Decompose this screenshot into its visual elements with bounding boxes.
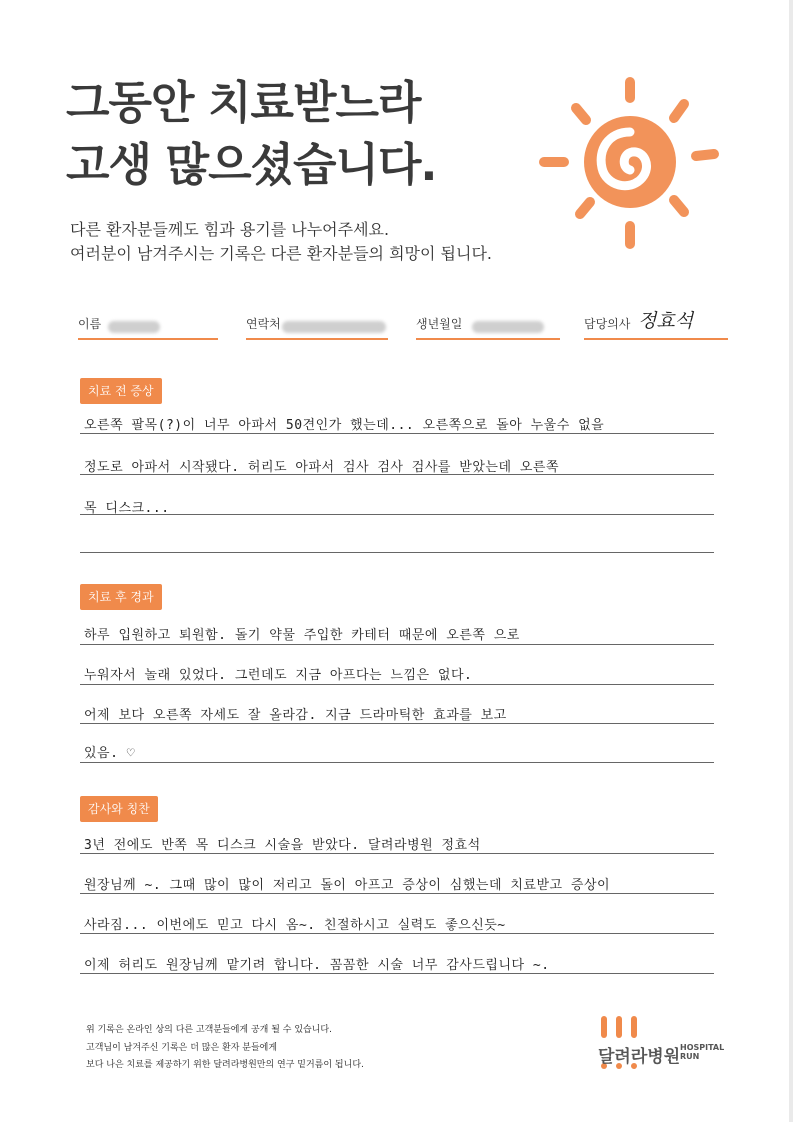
subtitle-line-2: 여러분이 남겨주시는 기록은 다른 환자분들의 희망이 됩니다. <box>70 244 493 263</box>
birth-label: 생년월일 <box>416 317 463 331</box>
contact-value-redacted <box>282 319 386 333</box>
hospital-logo <box>598 1014 728 1074</box>
logo-en-line-1: HOSPITAL <box>680 1043 725 1052</box>
name-field[interactable] <box>78 306 218 340</box>
footer-note-3: 보다 나은 치료를 제공하기 위한 달려라병원만의 연구 밑거름이 됩니다. <box>86 1060 364 1070</box>
contact-label: 연락처 <box>246 317 281 331</box>
after-line-4: 있음. ♡ <box>84 746 136 761</box>
subtitle <box>70 218 492 266</box>
thanks-rule-2 <box>80 893 714 894</box>
after-line-2: 누워자서 놀래 있었다. 그런데도 지금 아프다는 느낌은 없다. <box>84 668 473 683</box>
contact-field[interactable] <box>246 306 388 340</box>
thanks-line-4: 이제 허리도 원장님께 맡기려 합니다. 꼼꼼한 시술 너무 감사드립니다 ~. <box>84 958 550 973</box>
headline-line-2: 고생 많으셨습니다. <box>66 138 437 191</box>
thanks-rule-1 <box>80 853 714 854</box>
doctor-value: 정효석 <box>638 310 694 332</box>
section-label-after: 치료 후 경과 <box>80 584 162 610</box>
birth-value-redacted <box>472 319 544 333</box>
before-line-2: 정도로 아파서 시작됐다. 허리도 아파서 검사 검사 검사를 받았는데 오른쪽 <box>84 460 560 475</box>
logo-name: 달려라병원 <box>598 1047 681 1067</box>
after-rule-3 <box>80 723 714 724</box>
section-label-thanks: 감사와 칭찬 <box>80 796 158 822</box>
subtitle-line-1: 다른 환자분들께도 힘과 용기를 나누어주세요. <box>70 220 390 239</box>
thanks-line-3: 사라짐... 이번에도 믿고 다시 옴~. 친절하시고 실력도 좋으신듯~ <box>84 918 506 933</box>
name-label: 이름 <box>78 317 102 331</box>
doctor-label: 담당의사 <box>584 317 631 331</box>
logo-en-line-2: RUN <box>680 1052 700 1061</box>
thanks-rule-4 <box>80 973 714 974</box>
before-rule-1 <box>80 433 714 434</box>
before-rule-4 <box>80 552 714 553</box>
birth-field[interactable] <box>416 306 560 340</box>
doctor-field[interactable] <box>584 306 728 340</box>
before-line-3: 목 디스크... <box>84 501 170 516</box>
before-rule-2 <box>80 474 714 475</box>
after-line-3: 어제 보다 오른쪽 자세도 잘 올라감. 지금 드라마틱한 효과를 보고 <box>84 708 507 723</box>
section-label-before: 치료 전 증상 <box>80 378 162 404</box>
after-rule-2 <box>80 684 714 685</box>
footer-note-2: 고객님이 남겨주신 기록은 더 많은 환자 분들에게 <box>86 1043 278 1053</box>
after-line-1: 하루 입원하고 퇴원함. 돌기 약물 주입한 카테터 때문에 오른쪽 으로 <box>84 628 520 643</box>
thanks-rule-3 <box>80 933 714 934</box>
headline <box>66 72 437 196</box>
headline-line-1: 그동안 치료받느라 <box>66 76 421 129</box>
before-line-1: 오른쪽 팔목(?)이 너무 아파서 50견인가 했는데... 오른쪽으로 돌아 누울수 없을 <box>84 418 605 433</box>
after-rule-4 <box>80 762 714 763</box>
footer-note-1: 위 기록은 온라인 상의 다른 고객분들에게 공개 될 수 있습니다. <box>86 1025 332 1035</box>
scan-edge <box>789 0 793 1122</box>
name-value-redacted <box>108 319 160 333</box>
thanks-line-1: 3년 전에도 반쪽 목 디스크 시술을 받았다. 달려라병원 정효석 <box>84 838 481 853</box>
thanks-line-2: 원장님께 ~. 그때 많이 많이 저리고 돌이 아프고 증상이 심했는데 치료받고 증상이 <box>84 878 611 893</box>
sun-icon <box>538 74 722 254</box>
logo-en <box>680 1043 724 1061</box>
before-rule-3 <box>80 514 714 515</box>
after-rule-1 <box>80 644 714 645</box>
